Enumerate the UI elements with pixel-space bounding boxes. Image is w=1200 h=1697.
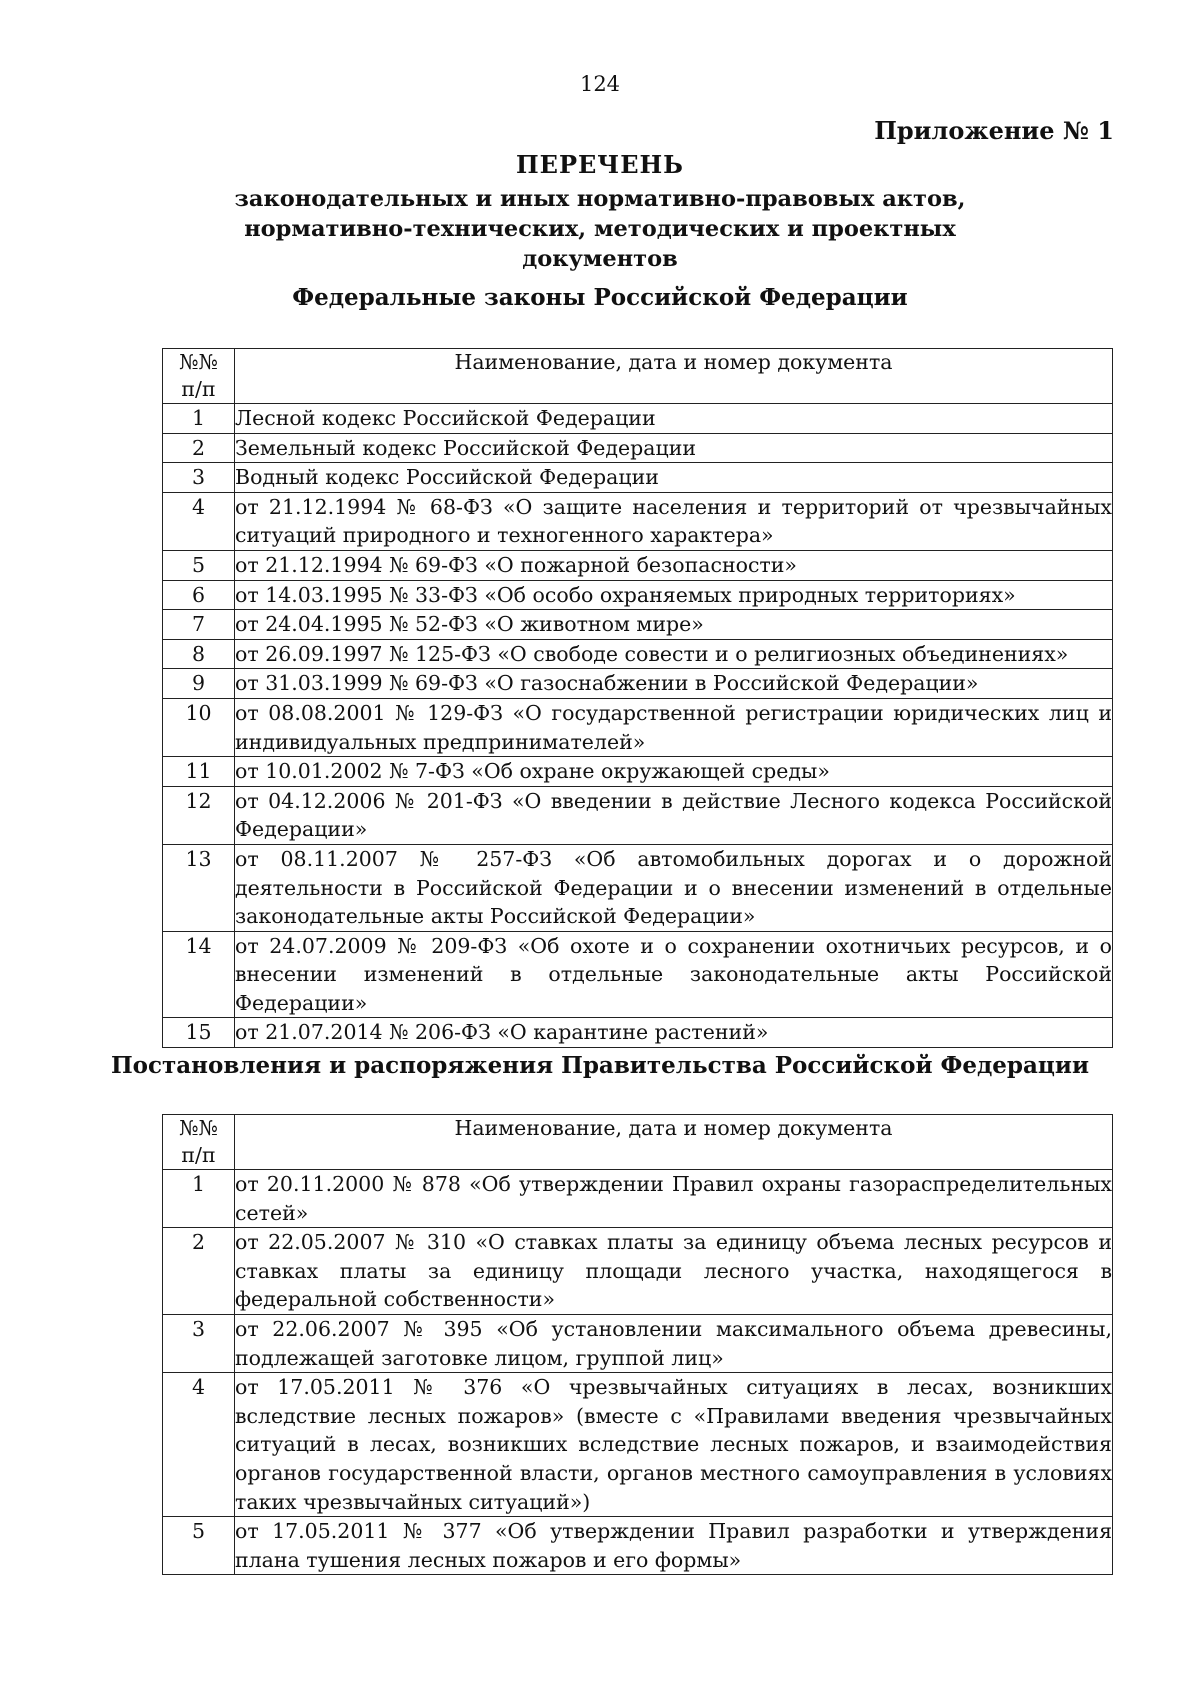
row-number: 6 (163, 580, 235, 610)
table-row (163, 639, 1113, 669)
table-row (163, 757, 1113, 787)
column-header-name: Наименование, дата и номер документа (235, 1115, 1113, 1170)
row-number: 9 (163, 669, 235, 699)
row-number: 7 (163, 610, 235, 640)
row-number: 2 (163, 1228, 235, 1315)
federal-laws-rows (163, 404, 1113, 1048)
document-name: от 04.12.2006 № 201-ФЗ «О введении в действие Лесного кодекса Российской Федерации» (235, 786, 1113, 844)
document-name: от 21.07.2014 № 206-ФЗ «О карантине растений» (235, 1018, 1113, 1048)
government-resolutions-rows (163, 1170, 1113, 1575)
row-number: 8 (163, 639, 235, 669)
column-header-number-line2: п/п (181, 1143, 216, 1167)
document-name: от 24.07.2009 № 209-ФЗ «Об охоте и о сохранении охотничьих ресурсов, и о внесении изменений в отдельные законодательные акты Российской Федерации» (235, 931, 1113, 1018)
document-name: от 26.09.1997 № 125-ФЗ «О свободе совести и о религиозных объединениях» (235, 639, 1113, 669)
section-heading-federal-laws: Федеральные законы Российской Федерации (292, 284, 908, 311)
row-number: 1 (163, 1170, 235, 1228)
document-name: от 21.12.1994 № 68-ФЗ «О защите населения и территорий от чрезвычайных ситуаций природного и техногенного характера» (235, 492, 1113, 550)
document-name: от 17.05.2011 № 376 «О чрезвычайных ситуациях в лесах, возникших вследствие лесных пожаров» (вместе с «Правилами введения чрезвычайных ситуаций в лесах, возникших вследствие лесных пожаров, и взаимодействия органов государственной власти, органов местного самоуправления в условиях таких чрезвычайных ситуаций») (235, 1373, 1113, 1517)
row-number: 2 (163, 433, 235, 463)
column-header-number (163, 1115, 235, 1170)
table-row (163, 698, 1113, 756)
document-name: Водный кодекс Российской Федерации (235, 463, 1113, 493)
table-row (163, 610, 1113, 640)
document-name: от 14.03.1995 № 33-ФЗ «Об особо охраняемых природных территориях» (235, 580, 1113, 610)
table-row (163, 550, 1113, 580)
table-row (163, 1228, 1113, 1315)
row-number: 5 (163, 1517, 235, 1575)
column-header-number (163, 349, 235, 404)
section-heading-government-resolutions: Постановления и распоряжения Правительства Российской Федерации (110, 1052, 1090, 1079)
document-name: от 24.04.1995 № 52-ФЗ «О животном мире» (235, 610, 1113, 640)
document-name: от 22.05.2007 № 310 «О ставках платы за единицу объема лесных ресурсов и ставках платы за единицу площади лесного участка, находящегося в федеральной собственности» (235, 1228, 1113, 1315)
row-number: 10 (163, 698, 235, 756)
table-row (163, 844, 1113, 931)
row-number: 3 (163, 463, 235, 493)
document-name: от 08.08.2001 № 129-ФЗ «О государственной регистрации юридических лиц и индивидуальных предпринимателей» (235, 698, 1113, 756)
column-header-name: Наименование, дата и номер документа (235, 349, 1113, 404)
table-row (163, 492, 1113, 550)
page-number: 124 (579, 72, 621, 96)
table-row (163, 1018, 1113, 1048)
table-row (163, 433, 1113, 463)
row-number: 4 (163, 1373, 235, 1517)
row-number: 15 (163, 1018, 235, 1048)
table-row (163, 669, 1113, 699)
table-row (163, 1517, 1113, 1575)
document-name: от 08.11.2007 № 257-ФЗ «Об автомобильных дорогах и о дорожной деятельности в Российской Федерации и о внесении изменений в отдельные законодательные акты Российской Федерации» (235, 844, 1113, 931)
row-number: 5 (163, 550, 235, 580)
table-row (163, 463, 1113, 493)
table-row (163, 786, 1113, 844)
table-row (163, 1373, 1113, 1517)
document-subtitle: законодательных и иных нормативно-правовых актов, нормативно-технических, методических и проектных документов (234, 186, 966, 272)
document-name: Лесной кодекс Российской Федерации (235, 404, 1113, 434)
row-number: 1 (163, 404, 235, 434)
row-number: 4 (163, 492, 235, 550)
document-name: от 20.11.2000 № 878 «Об утверждении Правил охраны газораспределительных сетей» (235, 1170, 1113, 1228)
document-name: от 21.12.1994 № 69-ФЗ «О пожарной безопасности» (235, 550, 1113, 580)
table-row (163, 580, 1113, 610)
row-number: 13 (163, 844, 235, 931)
table-header-row (163, 349, 1113, 404)
table-row (163, 404, 1113, 434)
column-header-number-line2: п/п (181, 377, 216, 401)
table-row (163, 1314, 1113, 1372)
column-header-number-line1: №№ (179, 1116, 218, 1140)
appendix-label: Приложение № 1 (874, 116, 1114, 145)
row-number: 11 (163, 757, 235, 787)
federal-laws-table (162, 348, 1113, 1048)
government-resolutions-table (162, 1114, 1113, 1575)
document-name: Земельный кодекс Российской Федерации (235, 433, 1113, 463)
document-name: от 31.03.1999 № 69-ФЗ «О газоснабжении в Российской Федерации» (235, 669, 1113, 699)
document-name: от 17.05.2011 № 377 «Об утверждении Правил разработки и утверждения плана тушения лесных пожаров и его формы» (235, 1517, 1113, 1575)
column-header-number-line1: №№ (179, 350, 218, 374)
row-number: 3 (163, 1314, 235, 1372)
row-number: 14 (163, 931, 235, 1018)
table-row (163, 1170, 1113, 1228)
document-name: от 22.06.2007 № 395 «Об установлении максимального объема древесины, подлежащей заготовке лицом, группой лиц» (235, 1314, 1113, 1372)
table-header-row (163, 1115, 1113, 1170)
row-number: 12 (163, 786, 235, 844)
document-title: ПЕРЕЧЕНЬ (516, 150, 684, 179)
document-name: от 10.01.2002 № 7-ФЗ «Об охране окружающей среды» (235, 757, 1113, 787)
table-row (163, 931, 1113, 1018)
